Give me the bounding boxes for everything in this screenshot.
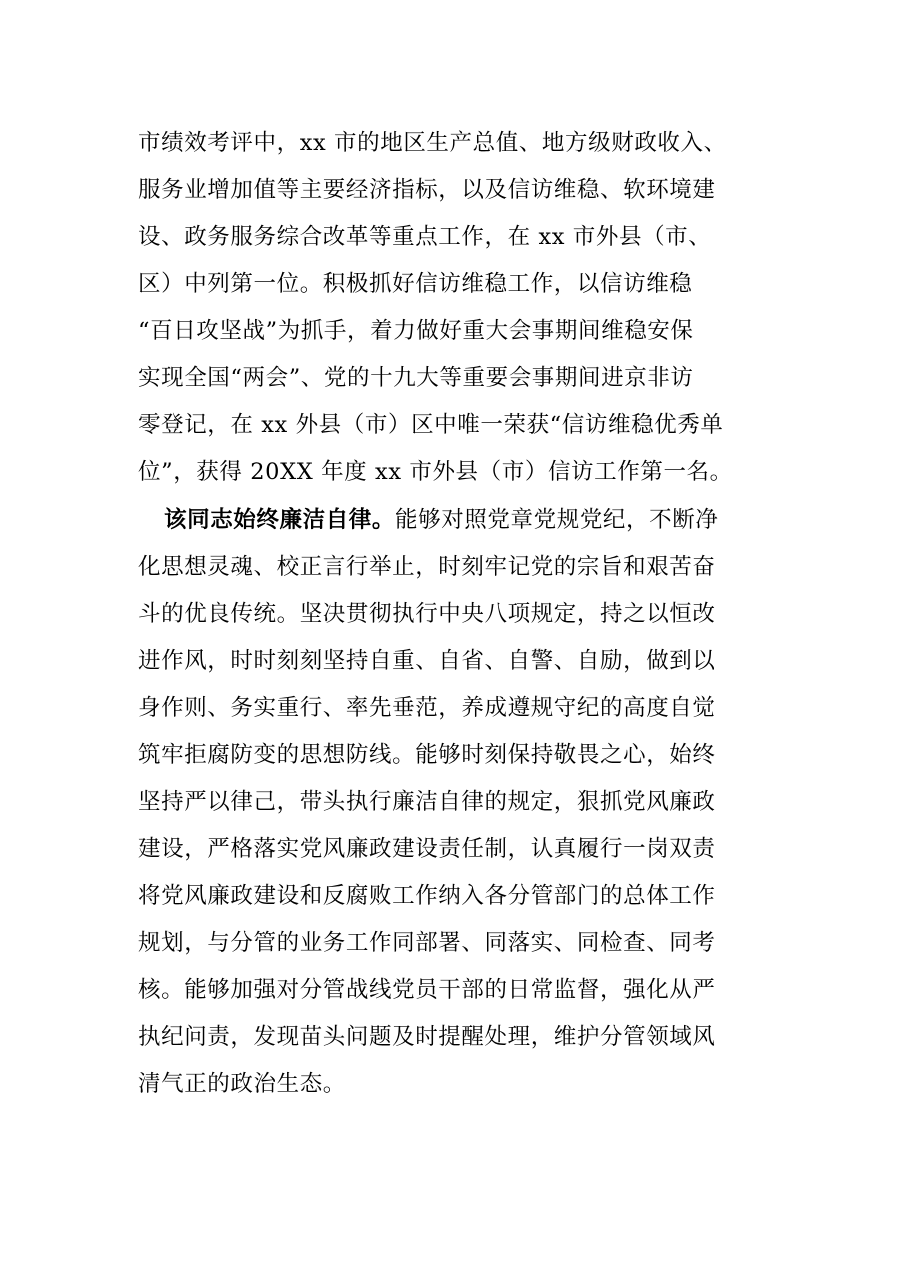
text-line: 清气正的政治生态。 [138,1071,346,1097]
text-line: 坚持严以律己，带头执行廉洁自律的规定，狠抓党风廉政 [138,789,716,815]
text-line: 位”，获得 20XX 年度 xx 市外县（市）信访工作第一名。 [138,459,733,485]
paragraph-integrity [138,497,778,1108]
text-line: 化思想灵魂、校正言行举止，时刻牢记党的宗旨和艰苦奋 [138,554,716,580]
text-line: 区）中列第一位。积极抓好信访维稳工作，以信访维稳 [138,271,693,297]
text-line: 将党风廉政建设和反腐败工作纳入各分管部门的总体工作 [138,883,716,909]
text-line: 规划，与分管的业务工作同部署、同落实、同检查、同考 [138,930,716,956]
paragraph-performance [138,120,778,496]
paragraph-bold-lead: 该同志始终廉洁自律。 [164,507,396,533]
paragraph-first-line-text: 能够对照党章党规党纪，不断净 [395,507,719,533]
text-line: 核。能够加强对分管战线党员干部的日常监督，强化从严 [138,977,716,1003]
text-line: 市绩效考评中，xx 市的地区生产总值、地方级财政收入、 [138,130,727,156]
text-line: 实现全国“两会”、党的十九大等重要会事期间进京非访 [138,365,694,391]
text-line: “百日攻坚战”为抓手，着力做好重大会事期间维稳安保 [138,318,694,344]
text-line: 身作则、务实重行、率先垂范，养成遵规守纪的高度自觉 [138,695,716,721]
text-line: 服务业增加值等主要经济指标，以及信访维稳、软环境建 [138,177,716,203]
text-line: 斗的优良传统。坚决贯彻执行中央八项规定，持之以恒改 [138,601,716,627]
text-line: 筑牢拒腐防变的思想防线。能够时刻保持敬畏之心，始终 [138,742,716,768]
text-line: 进作风，时时刻刻坚持自重、自省、自警、自励，做到以 [138,648,716,674]
text-line: 零登记，在 xx 外县（市）区中唯一荣获“信访维稳优秀单 [138,412,724,438]
text-line: 建设，严格落实党风廉政建设责任制，认真履行一岗双责 [138,836,716,862]
paragraph-first-line [138,497,778,544]
text-line: 执纪问责，发现苗头问题及时提醒处理，维护分管领域风 [138,1024,716,1050]
text-line: 设、政务服务综合改革等重点工作，在 xx 市外县（市、 [138,224,712,250]
